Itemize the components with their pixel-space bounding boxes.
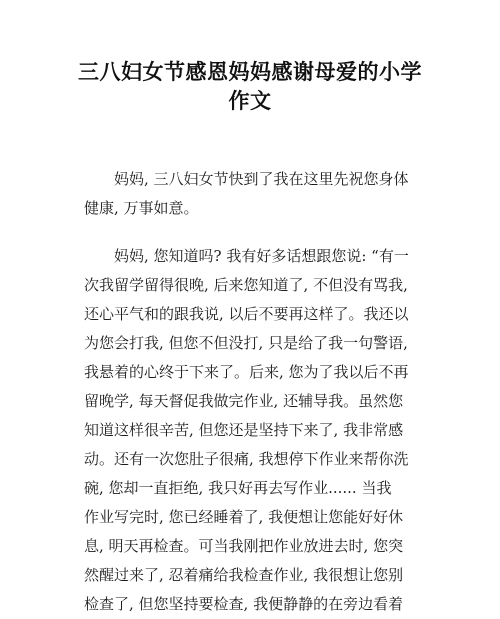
title-line: 作文 (228, 89, 272, 113)
paragraph-line: 动。还有一次您肚子很痛, 我想停下作业来帮你洗 (84, 450, 409, 468)
title-line: 三八妇女节感恩妈妈感谢母爱的小学 (78, 60, 422, 84)
paragraph-line: 留晚学, 每天督促我做完作业, 还辅导我。虽然您 (84, 392, 404, 410)
paragraph-line: 检查了, 但您坚持要检查, 我便静静的在旁边看着 (84, 595, 404, 613)
paragraph-line: 还心平气和的跟我说, 以后不要再这样了。我还以 (84, 305, 409, 323)
document-title (60, 58, 440, 116)
paragraph-line: 然醒过来了, 忍着痛给我检查作业, 我很想让您别 (84, 566, 404, 584)
paragraph-line: 为您会打我, 但您不但没打, 只是给了我一句警语, (84, 334, 408, 352)
paragraph-line: 健康, 万事如意。 (84, 199, 199, 217)
paragraph-line: 次我留学留得很晚, 后来您知道了, 不但没有骂我, (84, 276, 408, 294)
paragraph-line: 妈妈, 三八妇女节快到了我在这里先祝您身体 (114, 170, 409, 188)
paragraph-body (84, 242, 436, 619)
paragraph-line: 我悬着的心终于下来了。后来, 您为了我以后不再 (84, 363, 409, 381)
paragraph-greeting (84, 165, 436, 223)
paragraph-line: 作业写完时, 您已经睡着了, 我便想让您能好好休 (84, 508, 404, 526)
paragraph-line: 碗, 您却一直拒绝, 我只好再去写作业...... 当我 (84, 479, 392, 497)
paragraph-line: 息, 明天再检查。可当我刚把作业放进去时, 您突 (84, 537, 404, 555)
paragraph-line: 知道这样很辛苦, 但您还是坚持下来了, 我非常感 (84, 421, 404, 439)
paragraph-line: 妈妈, 您知道吗? 我有好多话想跟您说: “有一 (114, 247, 409, 265)
